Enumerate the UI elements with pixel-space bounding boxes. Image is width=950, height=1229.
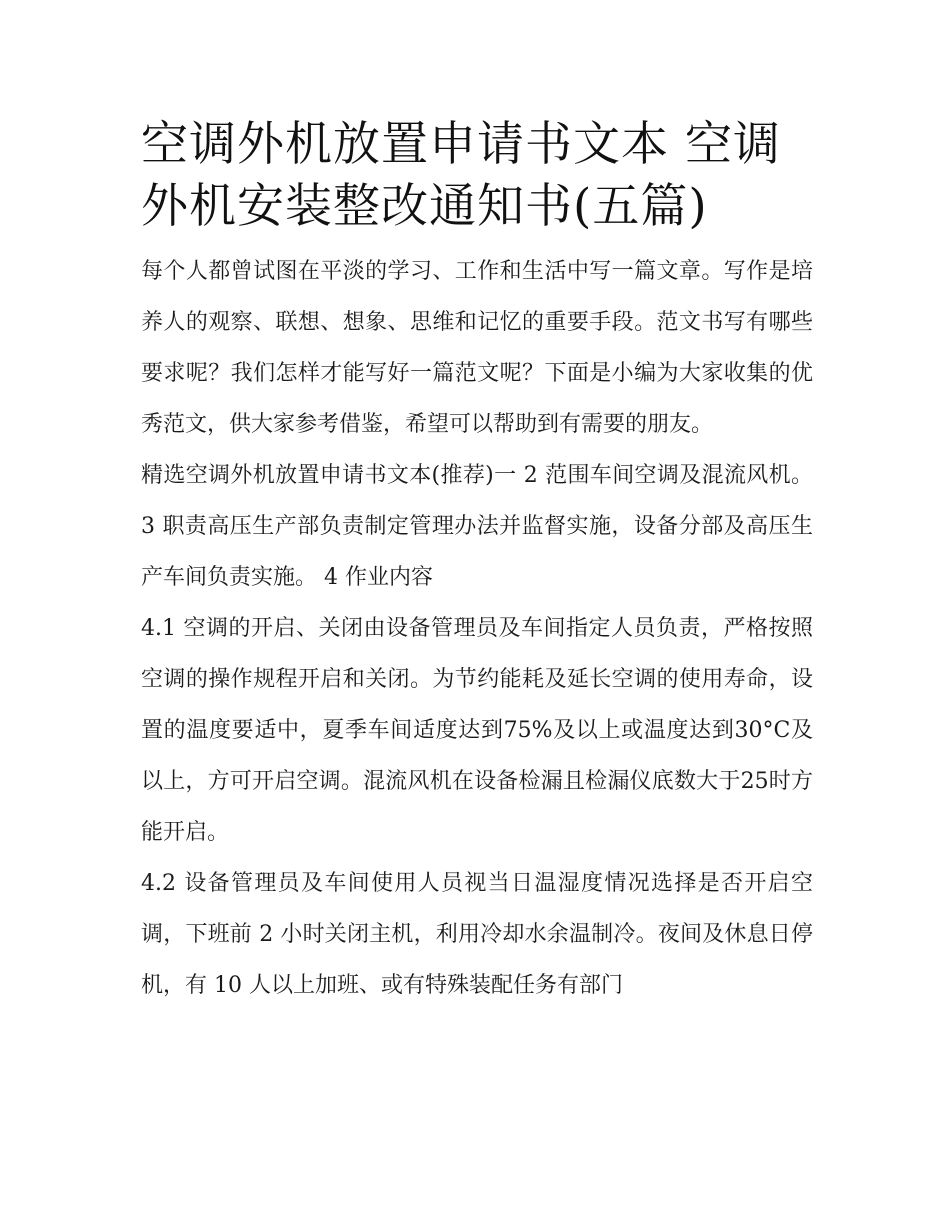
- section-4-1-paragraph: 4.1 空调的开启、关闭由设备管理员及车间指定人员负责，严格按照空调的操作规程开启和关闭。为节约能耗及延长空调的使用寿命，设置的温度要适中，夏季车间适度达到75%及以上或温度达到30°C及以上，方可开启空调。混流风机在设备检漏且检漏仪底数大于25时方能开启。: [141, 616, 813, 845]
- intro-paragraph: 每个人都曾试图在平淡的学习、工作和生活中写一篇文章。写作是培养人的观察、联想、想象、思维和记忆的重要手段。范文书写有哪些要求呢？我们怎样才能写好一篇范文呢？下面是小编为大家收集的优秀范文，供大家参考借鉴，希望可以帮助到有需要的朋友。: [141, 259, 813, 437]
- section-4-2-paragraph: 4.2 设备管理员及车间使用人员视当日温湿度情况选择是否开启空调，下班前 2 小时关闭主机，利用冷却水余温制冷。夜间及休息日停机，有 10 人以上加班、或有特殊装配任务有部门: [141, 871, 813, 998]
- document-title: 空调外机放置申请书文本 空调外机安装整改通知书(五篇): [141, 117, 781, 234]
- document-body: [141, 114, 813, 1011]
- scope-paragraph: 精选空调外机放置申请书文本(推荐)一 2 范围车间空调及混流风机。 3 职责高压生产部负责制定管理办法并监督实施，设备分部及高压生产车间负责实施。 4 作业内容: [141, 463, 813, 590]
